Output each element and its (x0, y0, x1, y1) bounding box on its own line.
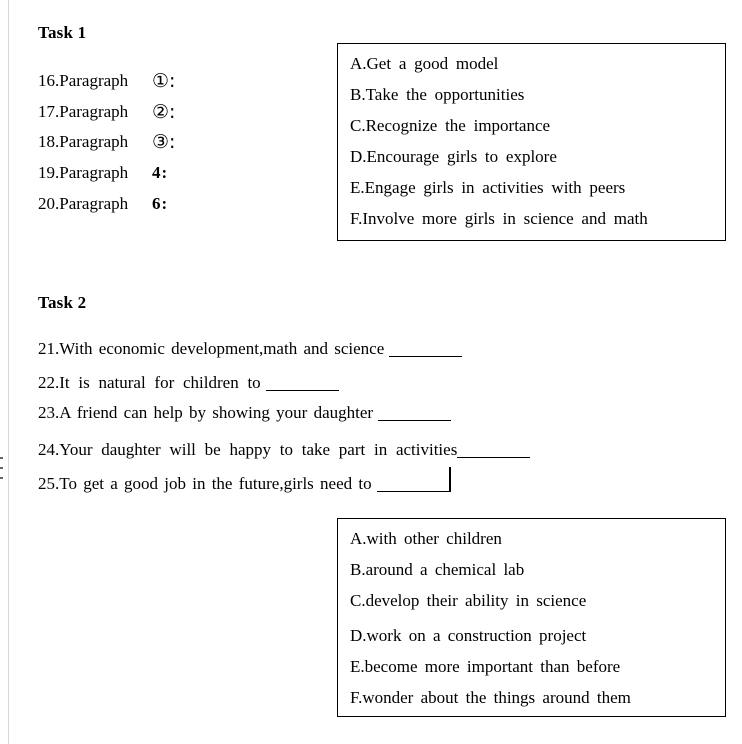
option-item: A.Get a good model (350, 54, 499, 73)
option-item: E.Engage girls in activities with peers (350, 178, 626, 197)
question-item (38, 439, 598, 461)
question-text: 21.With economic development,math and science (38, 339, 385, 358)
paragraph-label: 19.Paragraph (38, 163, 129, 183)
edge-dash-icon (0, 457, 3, 459)
text-cursor-icon (449, 467, 451, 492)
answer-blank[interactable] (389, 340, 462, 357)
question-text: 22.It is natural for children to (38, 373, 261, 392)
option-item: D.work on a construction project (350, 626, 587, 645)
option-item: C.develop their ability in science (350, 591, 587, 610)
option-item: E.become more important than before (350, 657, 621, 676)
paragraph-item (38, 189, 328, 220)
paragraph-label: 16.Paragraph (38, 71, 129, 90)
answer-blank[interactable] (266, 374, 339, 391)
paragraph-item (38, 127, 328, 158)
question-item (38, 338, 598, 360)
paragraph-item (38, 97, 328, 128)
paragraph-label: 20.Paragraph (38, 193, 129, 213)
option-item: F.Involve more girls in science and math (350, 209, 648, 228)
paragraph-number-marker: 6: (152, 193, 169, 213)
option-item: C.Recognize the importance (350, 116, 551, 135)
question-text: 25.To get a good job in the future,girls need to (38, 474, 372, 493)
answer-blank[interactable] (377, 475, 450, 492)
option-item: B.around a chemical lab (350, 560, 525, 579)
question-item (38, 467, 598, 495)
paragraph-number-marker: 4: (152, 163, 169, 183)
edge-dash-icon (0, 477, 3, 479)
question-item (38, 372, 598, 394)
task2-options-box (337, 518, 726, 717)
left-margin-rule (8, 0, 9, 744)
task1-options-box (337, 43, 726, 241)
paragraph-label: 18.Paragraph (38, 132, 129, 152)
paragraph-item (38, 66, 328, 97)
paragraph-number-marker: ②: (152, 100, 176, 123)
question-text: 23.A friend can help by showing your daughter (38, 403, 374, 422)
answer-blank[interactable] (378, 404, 451, 421)
task2-question-list (38, 338, 598, 495)
task1-paragraph-list (38, 66, 328, 219)
question-item (38, 402, 598, 424)
option-item: B.Take the opportunities (350, 85, 525, 104)
answer-blank[interactable] (457, 441, 530, 458)
edge-tick-marks (0, 457, 4, 487)
task1-heading: Task 1 (38, 23, 87, 42)
question-text: 24.Your daughter will be happy to take part in activities (38, 440, 458, 459)
option-item: D.Encourage girls to explore (350, 147, 557, 166)
paragraph-label: 17.Paragraph (38, 101, 129, 121)
edge-dash-icon (0, 467, 3, 469)
task2-heading: Task 2 (38, 293, 87, 312)
option-item: A.with other children (350, 529, 502, 548)
paragraph-item (38, 158, 328, 189)
paragraph-number-marker: ①: (152, 70, 176, 92)
paragraph-number-marker: ③: (152, 131, 176, 154)
option-item: F.wonder about the things around them (350, 688, 631, 707)
